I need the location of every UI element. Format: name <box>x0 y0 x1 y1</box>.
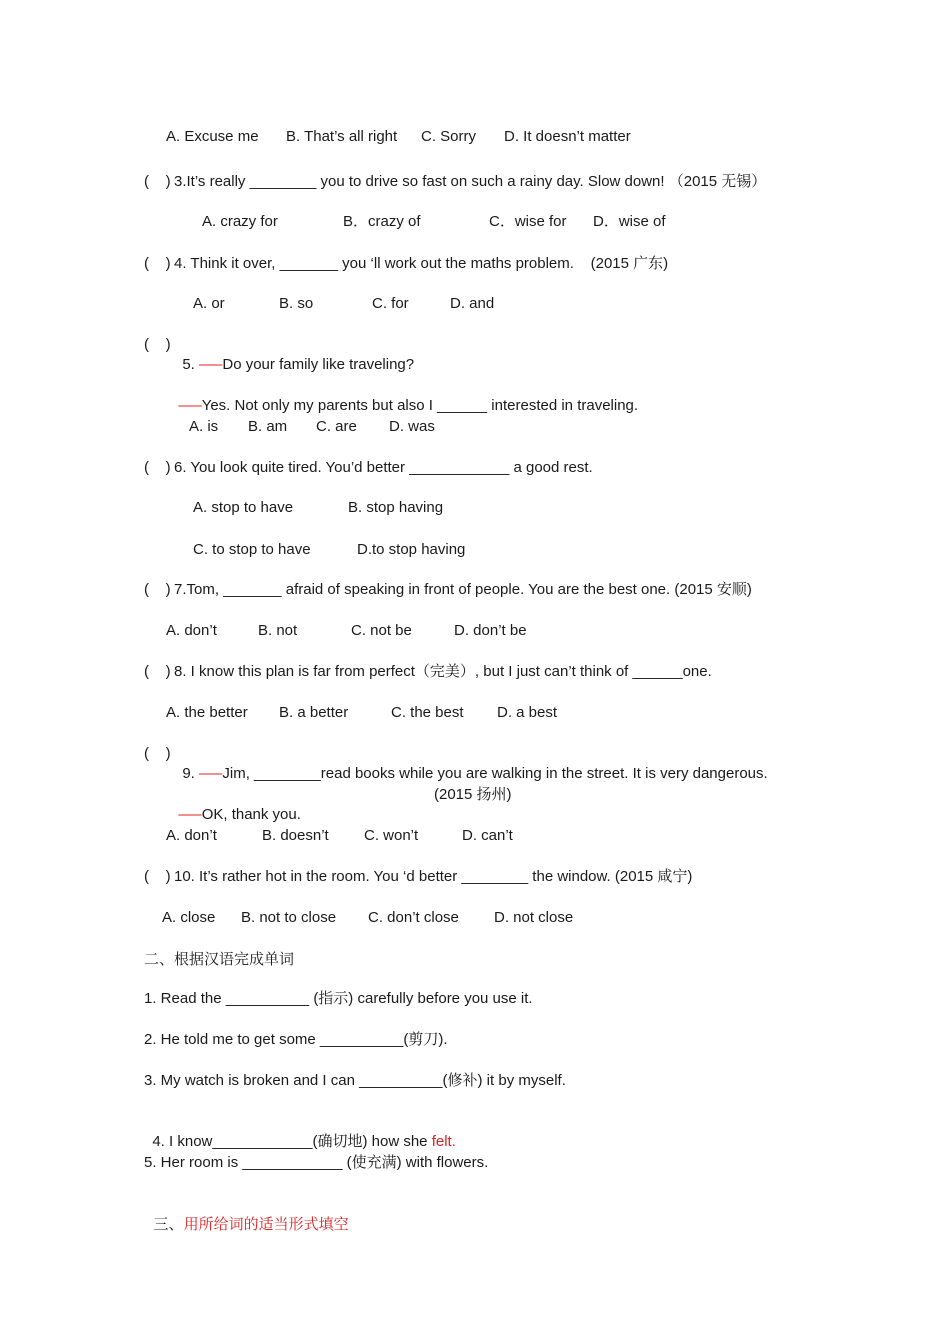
q8-option-c: C. the best <box>391 704 464 721</box>
q7-option-a: A. don’t <box>166 622 217 639</box>
q5-number: 5. <box>182 356 200 373</box>
q6-question: 6. You look quite tired. You’d better ____________ a good rest. <box>174 459 593 476</box>
q9-option-b: B. doesn’t <box>262 827 329 844</box>
q4-answer-paren: ( ) <box>144 255 171 272</box>
q2-option-d: D. It doesn’t matter <box>504 128 631 145</box>
q2-option-a: A. Excuse me <box>166 128 259 145</box>
q4-option-a: A. or <box>193 295 225 312</box>
q8-option-b: B. a better <box>279 704 349 721</box>
section3-prefix: 三、 <box>153 1215 184 1233</box>
q5-reply-text: Yes. Not only my parents but also I ______ interested in traveling. <box>201 397 639 414</box>
q8-option-a: A. the better <box>166 704 248 721</box>
q9-answer-paren: ( ) <box>144 745 171 762</box>
q7-option-d: D. don’t be <box>454 622 527 639</box>
q10-option-a: A. close <box>162 909 216 926</box>
q5-question-text: Do your family like traveling? <box>222 356 415 373</box>
q6-answer-paren: ( ) <box>144 459 171 476</box>
q4-option-d: D. and <box>450 295 495 312</box>
q5-option-a: A. is <box>189 418 219 435</box>
q6-option-b: B. stop having <box>348 499 444 516</box>
q10-answer-paren: ( ) <box>144 868 171 885</box>
q4-option-b: B. so <box>279 295 314 312</box>
q4-option-c: C. for <box>372 295 409 312</box>
q3-question: 3.It’s really ________ you to drive so fast on such a rainy day. Slow down! （2015 无锡） <box>174 173 767 190</box>
q3-answer-paren: ( ) <box>144 173 171 190</box>
section3-title-text: 用所给词的适当形式填空 <box>183 1215 349 1233</box>
section2-item-4 <box>144 1112 456 1152</box>
q6-option-d: D.to stop having <box>357 541 466 558</box>
q6-option-a: A. stop to have <box>193 499 294 516</box>
q5-option-c: C. are <box>316 418 357 435</box>
section2-item-4-text: 4. I know____________(确切地) how she <box>152 1133 432 1150</box>
q10-question: 10. It’s rather hot in the room. You ‘d better ________ the window. (2015 咸宁) <box>174 868 693 885</box>
q5-reply-dash: —– <box>178 397 202 414</box>
q9-option-c: C. won’t <box>364 827 419 844</box>
q9-option-d: D. can’t <box>462 827 513 844</box>
q6-option-c: C. to stop to have <box>193 541 311 558</box>
q3-option-b: B．crazy of <box>343 213 421 230</box>
section2-item-3: 3. My watch is broken and I can __________(修补) it by myself. <box>144 1072 566 1089</box>
q8-option-d: D. a best <box>497 704 558 721</box>
q9-dash: —– <box>199 765 223 782</box>
q2-option-b: B. That’s all right <box>286 128 398 145</box>
section2-title: 二、根据汉语完成单词 <box>144 950 295 968</box>
q5-question <box>174 335 414 375</box>
q3-option-d: D．wise of <box>593 213 666 230</box>
q7-question: 7.Tom, _______ afraid of speaking in front of people. You are the best one. (2015 安顺) <box>174 581 752 598</box>
q7-answer-paren: ( ) <box>144 581 171 598</box>
q3-option-c: C．wise for <box>489 213 567 230</box>
q3-option-a: A. crazy for <box>202 213 278 230</box>
q5-option-b: B. am <box>248 418 288 435</box>
q9-number: 9. <box>182 765 200 782</box>
q5-dash: —– <box>199 356 223 373</box>
q7-option-c: C. not be <box>351 622 412 639</box>
q5-answer-paren: ( ) <box>144 336 171 353</box>
section2-item-2: 2. He told me to get some __________(剪刀). <box>144 1031 448 1048</box>
q9-option-a: A. don’t <box>166 827 217 844</box>
section2-item-5: 5. Her room is ____________ (使充满) with flowers. <box>144 1154 489 1171</box>
q9-reply <box>170 785 301 825</box>
q5-option-d: D. was <box>389 418 435 435</box>
q9-reply-text: OK, thank you. <box>201 806 301 823</box>
q2-option-c: C. Sorry <box>421 128 477 145</box>
q8-answer-paren: ( ) <box>144 663 171 680</box>
q9-source: (2015 扬州) <box>434 786 512 803</box>
q9-question <box>174 744 768 784</box>
q9-question-text: Jim, ________read books while you are walking in the street. It is very dangerous. <box>222 765 768 782</box>
q10-option-c: C. don’t close <box>368 909 459 926</box>
q7-option-b: B. not <box>258 622 298 639</box>
q10-option-d: D. not close <box>494 909 574 926</box>
q8-question: 8. I know this plan is far from perfect（完美）, but I just can’t think of ______one. <box>174 663 712 680</box>
q5-reply <box>170 376 638 416</box>
q9-reply-dash: —– <box>178 806 202 823</box>
q10-option-b: B. not to close <box>241 909 337 926</box>
section3-title <box>144 1194 349 1234</box>
section2-item-4-red-word: felt. <box>431 1133 456 1150</box>
section2-item-1: 1. Read the __________ (指示) carefully before you use it. <box>144 990 533 1007</box>
q4-question: 4. Think it over, _______ you ‘ll work out the maths problem. (2015 广东) <box>174 255 669 272</box>
